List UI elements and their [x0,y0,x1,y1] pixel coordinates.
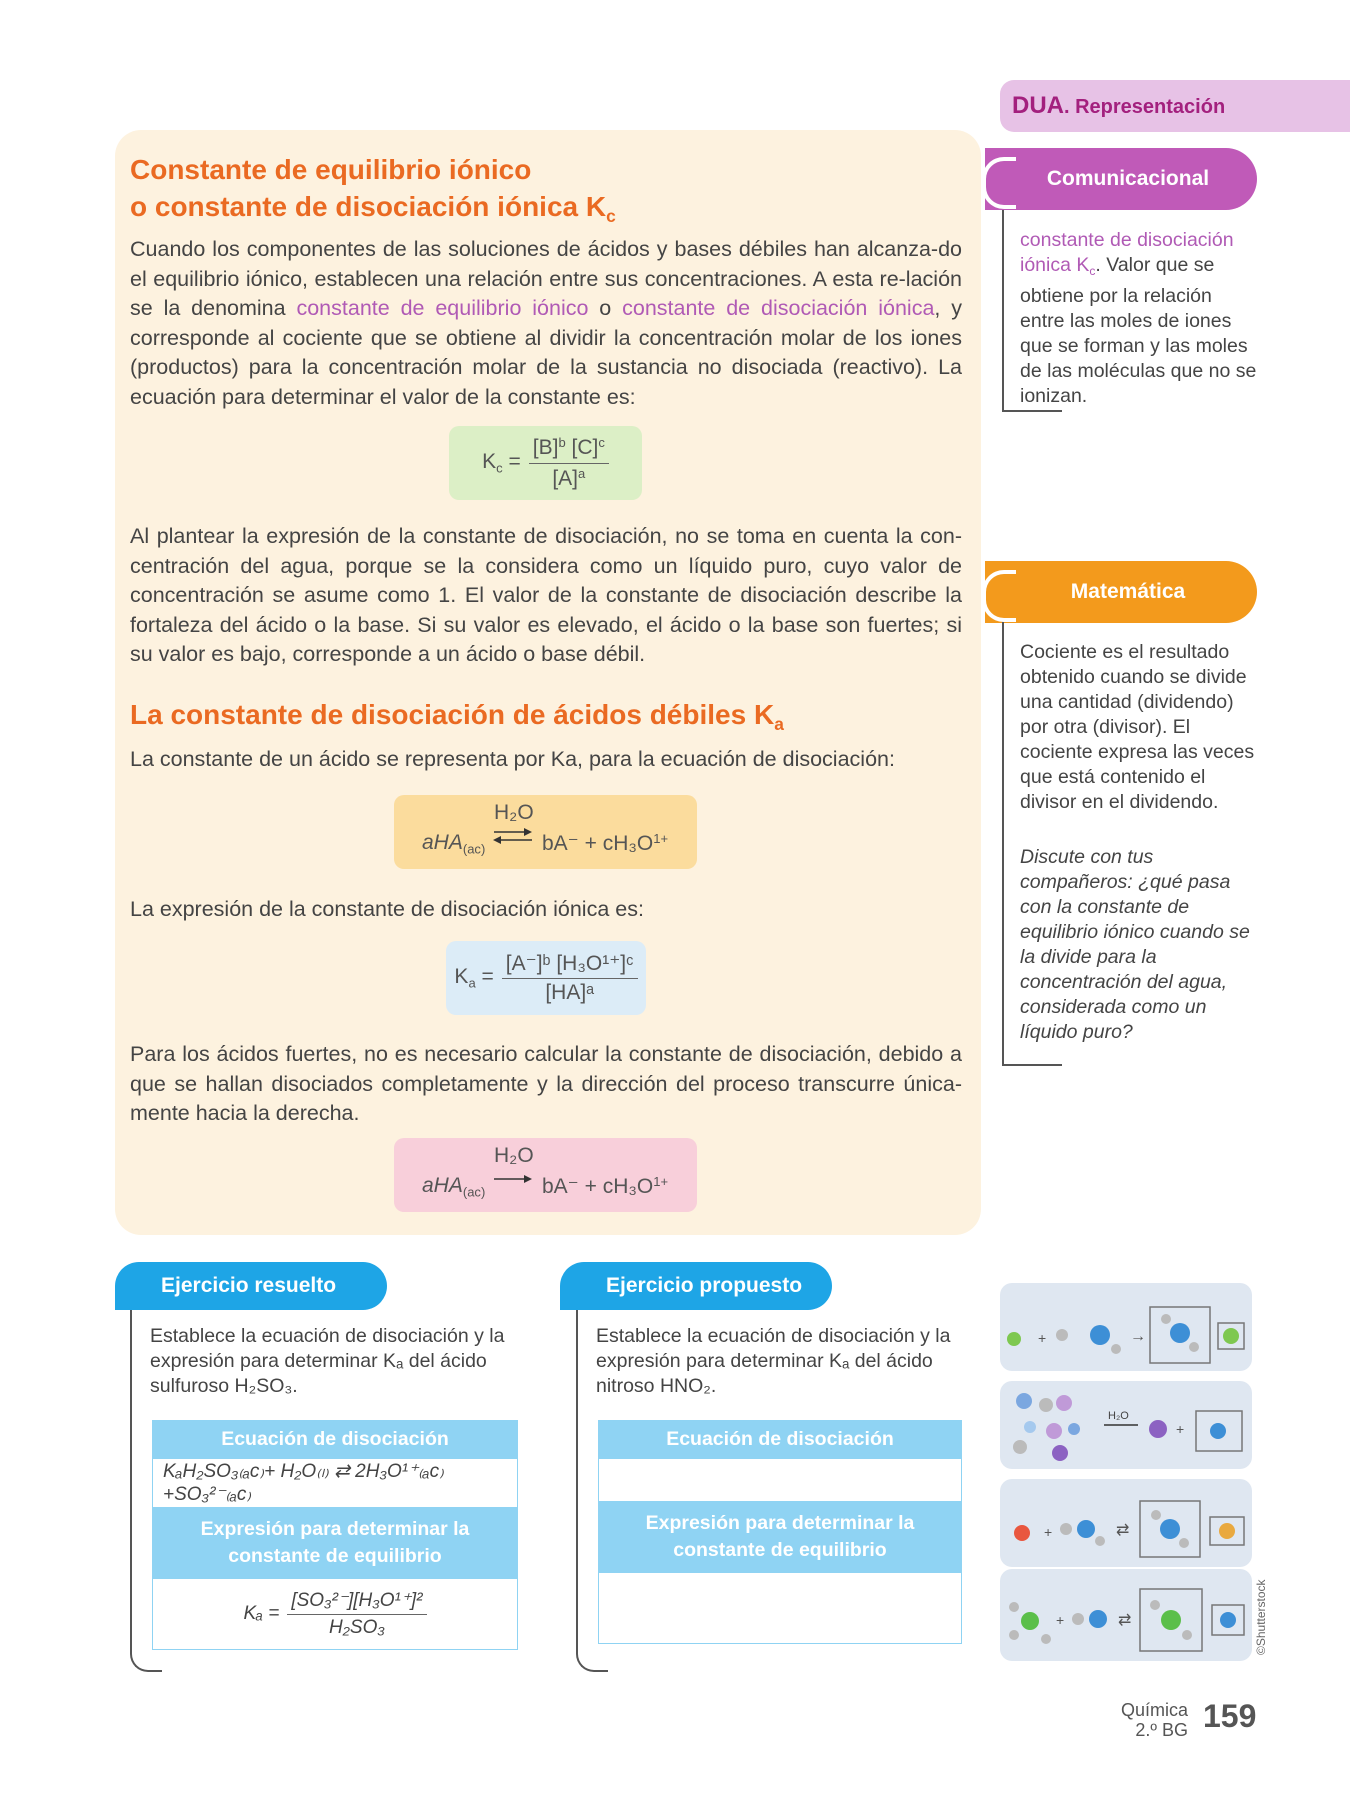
reaction-products: $bA^- + cH_3O^{1+}$ [542,831,669,856]
reaction-water: H₂O [494,801,534,824]
math-rule-h [1002,1064,1062,1066]
section1-title [130,151,950,235]
section1-paragraph1: Cuando los componentes de las soluciones de ácidos y bases débiles han alcanza-do el equilibrio iónico, establecen una relación entre sus concentraciones. A esta re-lación se la denomina constante de equilibrio iónico o constante de disociación iónica, y corresponde al cociente que se obtiene al dividir la concentración molar de los iones (productos) para la concentración molar de la sustancia no disociada (reactivo). La ecuación para determinar el valor de la constante es: [130,237,962,409]
math-question: Discute con tus compañeros: ¿qué pasa con la constante de equilibrio iónico cuando se la divide para la concentración del agua, considerada como un líquido puro? [1020,846,1250,1043]
molecule-illustration-4 [1000,1569,1252,1661]
proposed-exercise-statement: Establece la ecuación de disociación y la expresión para determinar Kₐ del ácido nitroso HNO₂. [596,1325,951,1397]
section2-title: La constante de disociación de ácidos débiles $K_a$ [130,699,784,735]
section2-paragraph3: Para los ácidos fuertes, no es necesario calcular la constante de disociación, debido a que se hallan disociados completamente y la dirección del proceso transcurre única-mente hacia la derecha. [130,1042,962,1125]
math-label: Matemática [1070,580,1186,603]
image-credit: ©Shutterstock [1254,1579,1268,1655]
weak-acid-reaction [394,795,697,869]
communicational-rule-v [1002,210,1004,410]
strong-reaction-products: $bA^- + cH_3O^{1+}$ [542,1174,669,1199]
dua-header [1000,80,1350,132]
section1-title-line2: o constante de disociación iónica $K_c$ [130,191,616,227]
molecule-illustration-2 [1000,1381,1252,1469]
proposed-equation-answer-field[interactable] [598,1458,962,1502]
dua-category: . Representación [1064,96,1226,118]
molecule-image-1 [1000,1283,1252,1371]
proposed-expression-answer-field[interactable] [598,1572,962,1644]
equilibrium-arrows-icon [492,827,534,845]
svg-text:+: + [1044,1524,1053,1540]
svg-text:H₂O: H₂O [1108,1410,1129,1422]
section2-paragraph2: La expresión de la constante de disociación iónica es: [130,897,644,921]
svg-text:+: + [1176,1421,1185,1437]
proposed-exercise-tab: Ejercicio propuesto [560,1262,832,1310]
reaction-reactant: aHA$_{(ac)}$ [422,831,486,857]
section1-paragraph2: Al plantear la expresión de la constante de disociación, no se toma en cuenta la con-centración del agua, porque se la considera como un líquido puro, cuyo valor de concentración se asume como 1. El valor de la constante de disociación describe la fortaleza del ácido o la base. Si su valor es elevado, el ácido o la base son fuertes; si su valor es bajo, corresponde a un ácido o base débil. [130,524,962,666]
math-curl-icon [982,570,1016,622]
solved-exercise-tab: Ejercicio resuelto [115,1262,387,1310]
term-ionic-dissociation: constante de disociación iónica [622,296,935,320]
strong-reaction-water: H₂O [494,1144,534,1167]
forward-arrow-icon [492,1174,534,1184]
kc-equation: $K_c$ = $\frac{[B]^b [C]^c}{[A]^a}$ [449,426,642,500]
term-ionic-equilibrium: constante de equilibrio iónico [296,296,589,320]
ka-equation: $K_a$ = $\frac{\text{[A⁻]ᵇ [H₃O¹⁺]ᶜ}}{\text{[HA]ᵃ}}$ [446,941,646,1015]
footer-subject: Química 2.º BG [1120,1700,1188,1740]
communicational-label: Comunicacional [1046,167,1210,190]
svg-text:⇄: ⇄ [1118,1612,1132,1629]
communicational-rule-h [1002,410,1062,412]
section1-title-line1: Constante de equilibrio iónico [130,154,532,185]
math-text: Cociente es el resultado obtenido cuando se divide una cantidad (dividendo) por otra (divisor). El cociente expresa las veces que está contenido el divisor en el dividendo. [1020,641,1255,813]
dua-label: DUA [1012,92,1064,119]
strong-reaction-reactant: aHA$_{(ac)}$ [422,1174,486,1200]
math-pill [985,561,1257,623]
solved-equation-cell: KₐH₂SO₃₍ₐc₎+ H₂O₍ₗ₎ ⇄ 2H₃O¹⁺₍ₐc₎+SO₃²⁻₍ₐc₎ [152,1458,518,1508]
section2-paragraph1: La constante de un ácido se representa por Ka, para la ecuación de disociación: [130,747,895,771]
molecule-image-2 [1000,1381,1252,1469]
page-number: 159 [1203,1698,1257,1734]
proposed-table-head-expression: Expresión para determinar la constante de equilibrio [598,1502,962,1572]
math-rule-v [1002,622,1004,1064]
communicational-pill [985,148,1257,210]
svg-text:+: + [1038,1330,1047,1346]
proposed-table-head-equation: Ecuación de disociación [598,1420,962,1458]
solved-table-head-expression: Expresión para determinar la constante de equilibrio [152,1508,518,1578]
solved-table-head-equation: Ecuación de disociación [152,1420,518,1458]
molecule-image-4 [1000,1569,1252,1661]
svg-text:+: + [1056,1612,1065,1628]
communicational-text: constante de disociación iónica $K_c$. Valor que se obtiene por la relación entre las moles de iones que se forman y las moles de las moléculas que no se ionizan. [1020,229,1257,408]
svg-text:→: → [1130,1328,1146,1345]
svg-text:⇄: ⇄ [1116,1522,1130,1539]
molecule-illustration-1 [1000,1283,1252,1371]
molecule-illustration-3 [1000,1479,1252,1567]
strong-acid-reaction [394,1138,697,1212]
solved-exercise-statement: Establece la ecuación de disociación y la expresión para determinar Kₐ del ácido sulfuroso H₂SO₃. [150,1325,505,1397]
molecule-image-3 [1000,1479,1252,1567]
solved-ka-cell: Kₐ = $\frac{\text{[SO₃²⁻][H₃O¹⁺]²}}{\text{H₂SO₃}}$ [152,1578,518,1650]
curl-icon [982,157,1016,209]
